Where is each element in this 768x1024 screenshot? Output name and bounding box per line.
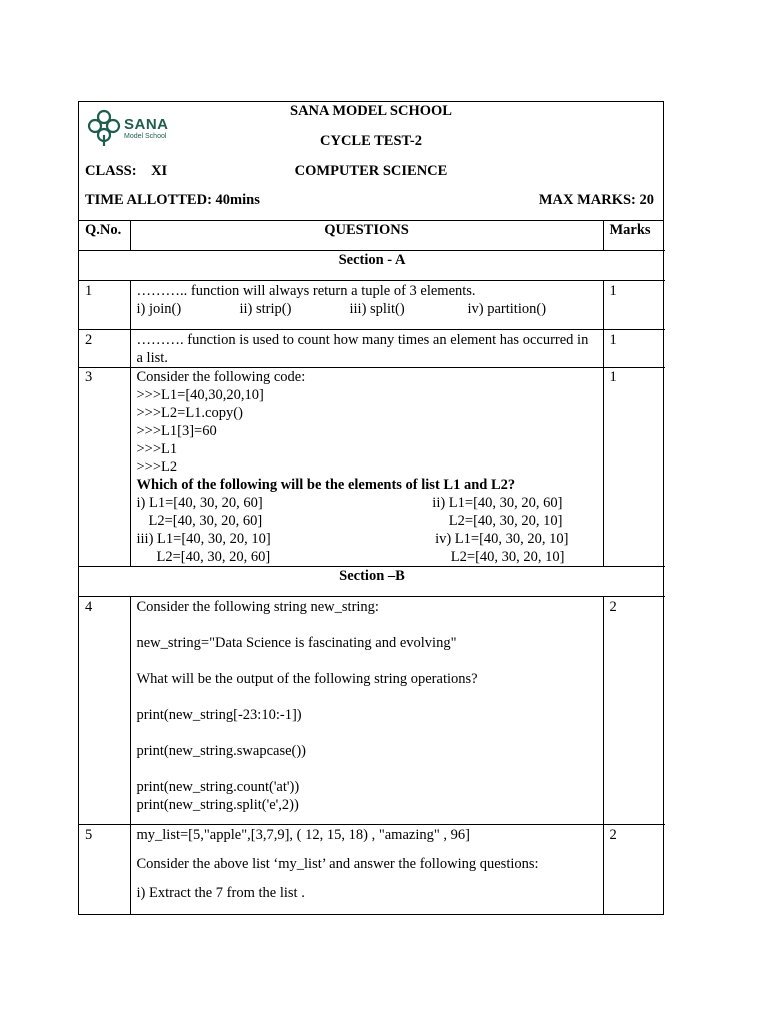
question-text: What will be the output of the following string operations? — [136, 670, 478, 687]
option-item: ii) L1=[40, 30, 20, 60] — [432, 494, 563, 511]
question-paper — [78, 101, 664, 915]
option-item: L2=[40, 30, 20, 10] — [448, 512, 563, 529]
question-text: Which of the following will be the elements of list L1 and L2? — [136, 476, 516, 493]
class-label: CLASS: — [85, 163, 137, 179]
marks-header: Marks — [603, 221, 665, 250]
code-line: new_string="Data Science is fascinating and evolving" — [136, 634, 457, 651]
code-line: >>>L2 — [136, 458, 178, 475]
option-item: iv) partition() — [467, 300, 547, 317]
question-marks: 1 — [603, 280, 665, 329]
question-body — [130, 824, 603, 914]
question-marks: 2 — [603, 824, 665, 914]
option-item: iv) L1=[40, 30, 20, 10] — [435, 530, 569, 547]
table-header-row — [79, 221, 665, 250]
section-a-row — [79, 250, 665, 280]
section-a-title: Section - A — [79, 250, 665, 280]
option-item: ii) strip() — [239, 300, 292, 317]
question-number: 1 — [79, 280, 130, 329]
code-line: >>>L1=[40,30,20,10] — [136, 386, 264, 403]
question-text: Consider the following string new_string: — [136, 598, 379, 615]
questions-table — [79, 221, 665, 914]
option-item: L2=[40, 30, 20, 60] — [156, 548, 271, 565]
question-row — [79, 280, 665, 329]
school-name: SANA MODEL SCHOOL — [290, 103, 452, 119]
question-body — [130, 596, 603, 824]
question-body — [130, 367, 603, 566]
option-item: L2=[40, 30, 20, 10] — [450, 548, 565, 565]
questions-header: QUESTIONS — [130, 221, 603, 250]
code-line: >>>L1[3]=60 — [136, 422, 217, 439]
code-line: print(new_string.swapcase()) — [136, 742, 307, 759]
option-row — [137, 512, 597, 530]
option-item: iii) split() — [349, 300, 405, 317]
logo-name: SANA — [124, 115, 169, 133]
section-b-title: Section –B — [79, 566, 665, 596]
logo-subtitle: Model School — [124, 132, 167, 140]
subject-name: COMPUTER SCIENCE — [294, 163, 448, 179]
option-row — [137, 494, 597, 512]
question-row — [79, 824, 665, 914]
code-line: print(new_string.split('e',2)) — [136, 796, 299, 813]
question-number: 2 — [79, 329, 130, 367]
question-body — [130, 280, 603, 329]
option-item: L2=[40, 30, 20, 60] — [148, 512, 263, 529]
question-row — [79, 329, 665, 367]
qno-header: Q.No. — [79, 221, 130, 250]
class-value: XI — [151, 163, 168, 179]
question-number: 5 — [79, 824, 130, 914]
test-name: CYCLE TEST-2 — [320, 133, 422, 149]
option-row — [137, 548, 597, 566]
code-line: >>>L2=L1.copy() — [136, 404, 243, 421]
section-b-row — [79, 566, 665, 596]
question-row — [79, 596, 665, 824]
option-item: iii) L1=[40, 30, 20, 10] — [136, 530, 271, 547]
code-line: Consider the following code: — [136, 368, 306, 385]
question-marks: 2 — [603, 596, 665, 824]
question-text: ……….. function will always return a tuple of 3 elements. — [136, 282, 476, 299]
question-marks: 1 — [603, 329, 665, 367]
question-text: i) Extract the 7 from the list . — [136, 884, 305, 901]
question-text: Consider the above list ‘my_list’ and answer the following questions: — [136, 855, 539, 872]
paper-header — [79, 102, 663, 221]
time-allotted: TIME ALLOTTED: 40mins — [85, 192, 260, 208]
option-row — [137, 530, 597, 548]
code-line: print(new_string.count('at')) — [136, 778, 300, 795]
question-number: 4 — [79, 596, 130, 824]
question-row — [79, 367, 665, 566]
option-item: i) join() — [136, 300, 182, 317]
max-marks: MAX MARKS: 20 — [538, 192, 654, 208]
code-line: >>>L1 — [136, 440, 178, 457]
option-list — [137, 300, 597, 318]
question-marks: 1 — [603, 367, 665, 566]
code-line: print(new_string[-23:10:-1]) — [136, 706, 302, 723]
option-item: i) L1=[40, 30, 20, 60] — [136, 494, 263, 511]
question-number: 3 — [79, 367, 130, 566]
question-text: ………. function is used to count how many times an element has occurred in a list. — [130, 329, 603, 367]
code-line: my_list=[5,"apple",[3,7,9], ( 12, 15, 18) , "amazing" , 96] — [136, 826, 470, 843]
